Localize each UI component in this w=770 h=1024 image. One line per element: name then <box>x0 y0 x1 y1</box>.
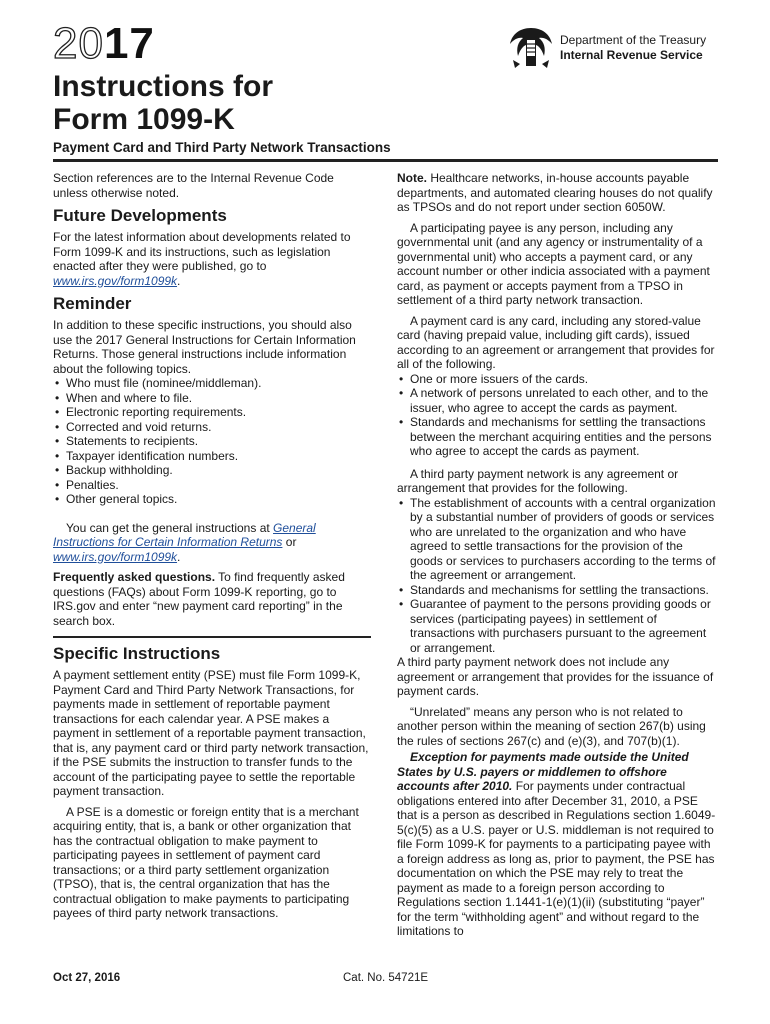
agency-block <box>506 24 726 74</box>
reminder-topic-list <box>53 376 371 507</box>
reminder-paragraph: In addition to these specific instructions, you should also use the 2017 General Instructions for Certain Information Returns. Those general instructions include information about the following topics. <box>53 318 356 376</box>
payment-card-paragraph: A payment card is any card, including any stored-value card (having prepaid value, including gift cards), issued according to an agreement or arrangement that provides for all of the following. <box>397 313 715 371</box>
exception-paragraph <box>397 750 717 939</box>
list-item: • The establishment of accounts with a central organization by a substantial number of providers of goods or services who are unrelated to the organization and who have agreed to settle transactions for the provision of the goods or services to purchasers according to the terms of the agreement or arrangement. <box>397 496 717 583</box>
future-end: . <box>177 273 181 288</box>
list-item: • Taxpayer identification numbers. <box>53 449 371 464</box>
participating-payee-paragraph: A participating payee is any person, including any governmental unit (and any agency or instrumentality of a governmental unit) who accepts a payment card, or any account number or other indicia associated with a payment card, as payment or accepts payment from a TPSO in settlement of a third party network transaction. <box>397 220 710 307</box>
list-item: • Who must file (nominee/middleman). <box>53 376 371 391</box>
third-party-network-list <box>397 496 717 656</box>
agency-name: Internal Revenue Service <box>560 48 703 62</box>
tax-year <box>53 20 155 68</box>
footer-date: Oct 27, 2016 <box>53 972 121 984</box>
reminder-heading: Reminder <box>53 294 132 313</box>
exception-text: For payments under contractual obligations entered into after December 31, 2010, a PSE that is a person as described in Regulations section 1.6049-5(c)(5) as a U.S. payer or U.S. middleman is not required to file Form 1099-K for payments to a participating payee with a foreign address as long as, prior to payment, the PSE has documentation on which the PSE may rely to treat the payment as made to a foreign person according to Regulations section 1.1441-1(e)(1)(ii) (substituting “payer” for the term “withholding agent” and without regard to the limitations to <box>397 779 716 938</box>
specific-paragraph-2: A PSE is a domestic or foreign entity that is a merchant acquiring entity, that is, a bank or other organization that has the contractual obligation to make payment to participating payees in settlement of payment card transactions; or a third party settlement organization (TPSO), that is, the central organization that has the contractual obligation to make payments to participating payees of third party network transactions. <box>53 804 359 920</box>
specific-paragraph-1: A payment settlement entity (PSE) must file Form 1099-K, Payment Card and Third Party Network Transactions, for payments made in settlement of reportable payment transactions for each calendar year. A PSE makes a payment in settlement of a reportable payment transaction, that is, any payment card or third party network transaction, if the PSE submits the instruction to transfer funds to the account of the participating payee to settle the reportable payment transaction. <box>53 668 369 798</box>
year-outline: 20 <box>53 19 104 68</box>
title-line-2: Form 1099-K <box>53 103 235 136</box>
exception-heading: Exception for payments made outside the United States by U.S. payers or middlemen to offshore accounts after 2010. <box>397 750 689 793</box>
list-item: • Guarantee of payment to the persons providing goods or services (participating payees) in settlement of transactions with purchasers pursuant to the agreement or arrangement. <box>397 597 717 655</box>
note-paragraph <box>397 171 717 215</box>
form1099k-link-2[interactable]: www.irs.gov/form1099k <box>53 549 178 564</box>
year-solid: 17 <box>103 19 155 68</box>
faq-label: Frequently asked questions. <box>53 570 216 584</box>
list-item: • One or more issuers of the cards. <box>397 372 717 387</box>
future-developments-paragraph <box>53 230 371 288</box>
document-title <box>53 70 553 136</box>
general-instructions-paragraph <box>53 521 371 565</box>
agency-department: Department of the Treasury <box>560 33 707 47</box>
faq-text: To find frequently asked questions (FAQs) about Form 1099-K reporting, go to IRS.gov and enter “new payment card reporting” in the search box. <box>53 570 345 628</box>
note-text: Healthcare networks, in-house accounts payable departments, and automated clearing houses do not qualify as TPSOs and do not report under section 6050W. <box>397 171 713 214</box>
form1099k-link[interactable]: www.irs.gov/form1099k <box>53 273 178 288</box>
unrelated-paragraph: “Unrelated” means any person who is not related to another person within the meaning of section 267(b) using the rules of sections 267(c) and (e)(3), and 707(b)(1). <box>397 704 706 748</box>
general-text: You can get the general instructions at <box>66 520 274 535</box>
list-item: • Statements to recipients. <box>53 434 371 449</box>
list-item: • Standards and mechanisms for settling the transactions between the merchant acquiring entities and the persons who agree to accept the cards as payment. <box>397 415 717 459</box>
irs-eagle-icon <box>506 24 556 70</box>
general-instructions-link[interactable]: General Instructions for Certain Information Returns <box>53 520 316 549</box>
document-subtitle: Payment Card and Third Party Network Transactions <box>53 140 391 155</box>
list-item: • Standards and mechanisms for settling the transactions. <box>397 583 717 598</box>
future-developments-heading: Future Developments <box>53 206 227 225</box>
title-line-1: Instructions for <box>53 70 274 103</box>
list-item: • A network of persons unrelated to each other, and to the issuer, who agree to accept the cards as payment. <box>397 386 717 415</box>
list-item: • Corrected and void returns. <box>53 420 371 435</box>
faq-paragraph <box>53 570 371 628</box>
payment-card-list <box>397 372 717 459</box>
left-column <box>53 171 371 927</box>
list-item: • Penalties. <box>53 478 371 493</box>
future-text: For the latest information about developments related to Form 1099-K and its instructions, such as legislation enacted after they were published, go to <box>53 230 351 273</box>
intro-paragraph: Section references are to the Internal Revenue Code unless otherwise noted. <box>53 171 334 200</box>
catalog-number: Cat. No. 54721E <box>343 972 429 984</box>
specific-instructions-heading: Specific Instructions <box>53 636 371 664</box>
list-item: • Other general topics. <box>53 492 371 507</box>
general-or: or <box>282 535 297 549</box>
network-exclusion-paragraph: A third party payment network does not include any agreement or arrangement that provides for the issuance of payment cards. <box>397 655 714 698</box>
list-item: • Electronic reporting requirements. <box>53 405 371 420</box>
note-label: Note. <box>397 171 427 185</box>
list-item: • When and where to file. <box>53 391 371 406</box>
header-rule <box>53 159 718 162</box>
right-column <box>397 171 717 945</box>
third-party-network-paragraph: A third party payment network is any agreement or arrangement that provides for the following. <box>397 466 679 495</box>
general-end: . <box>177 549 181 564</box>
list-item: • Backup withholding. <box>53 463 371 478</box>
